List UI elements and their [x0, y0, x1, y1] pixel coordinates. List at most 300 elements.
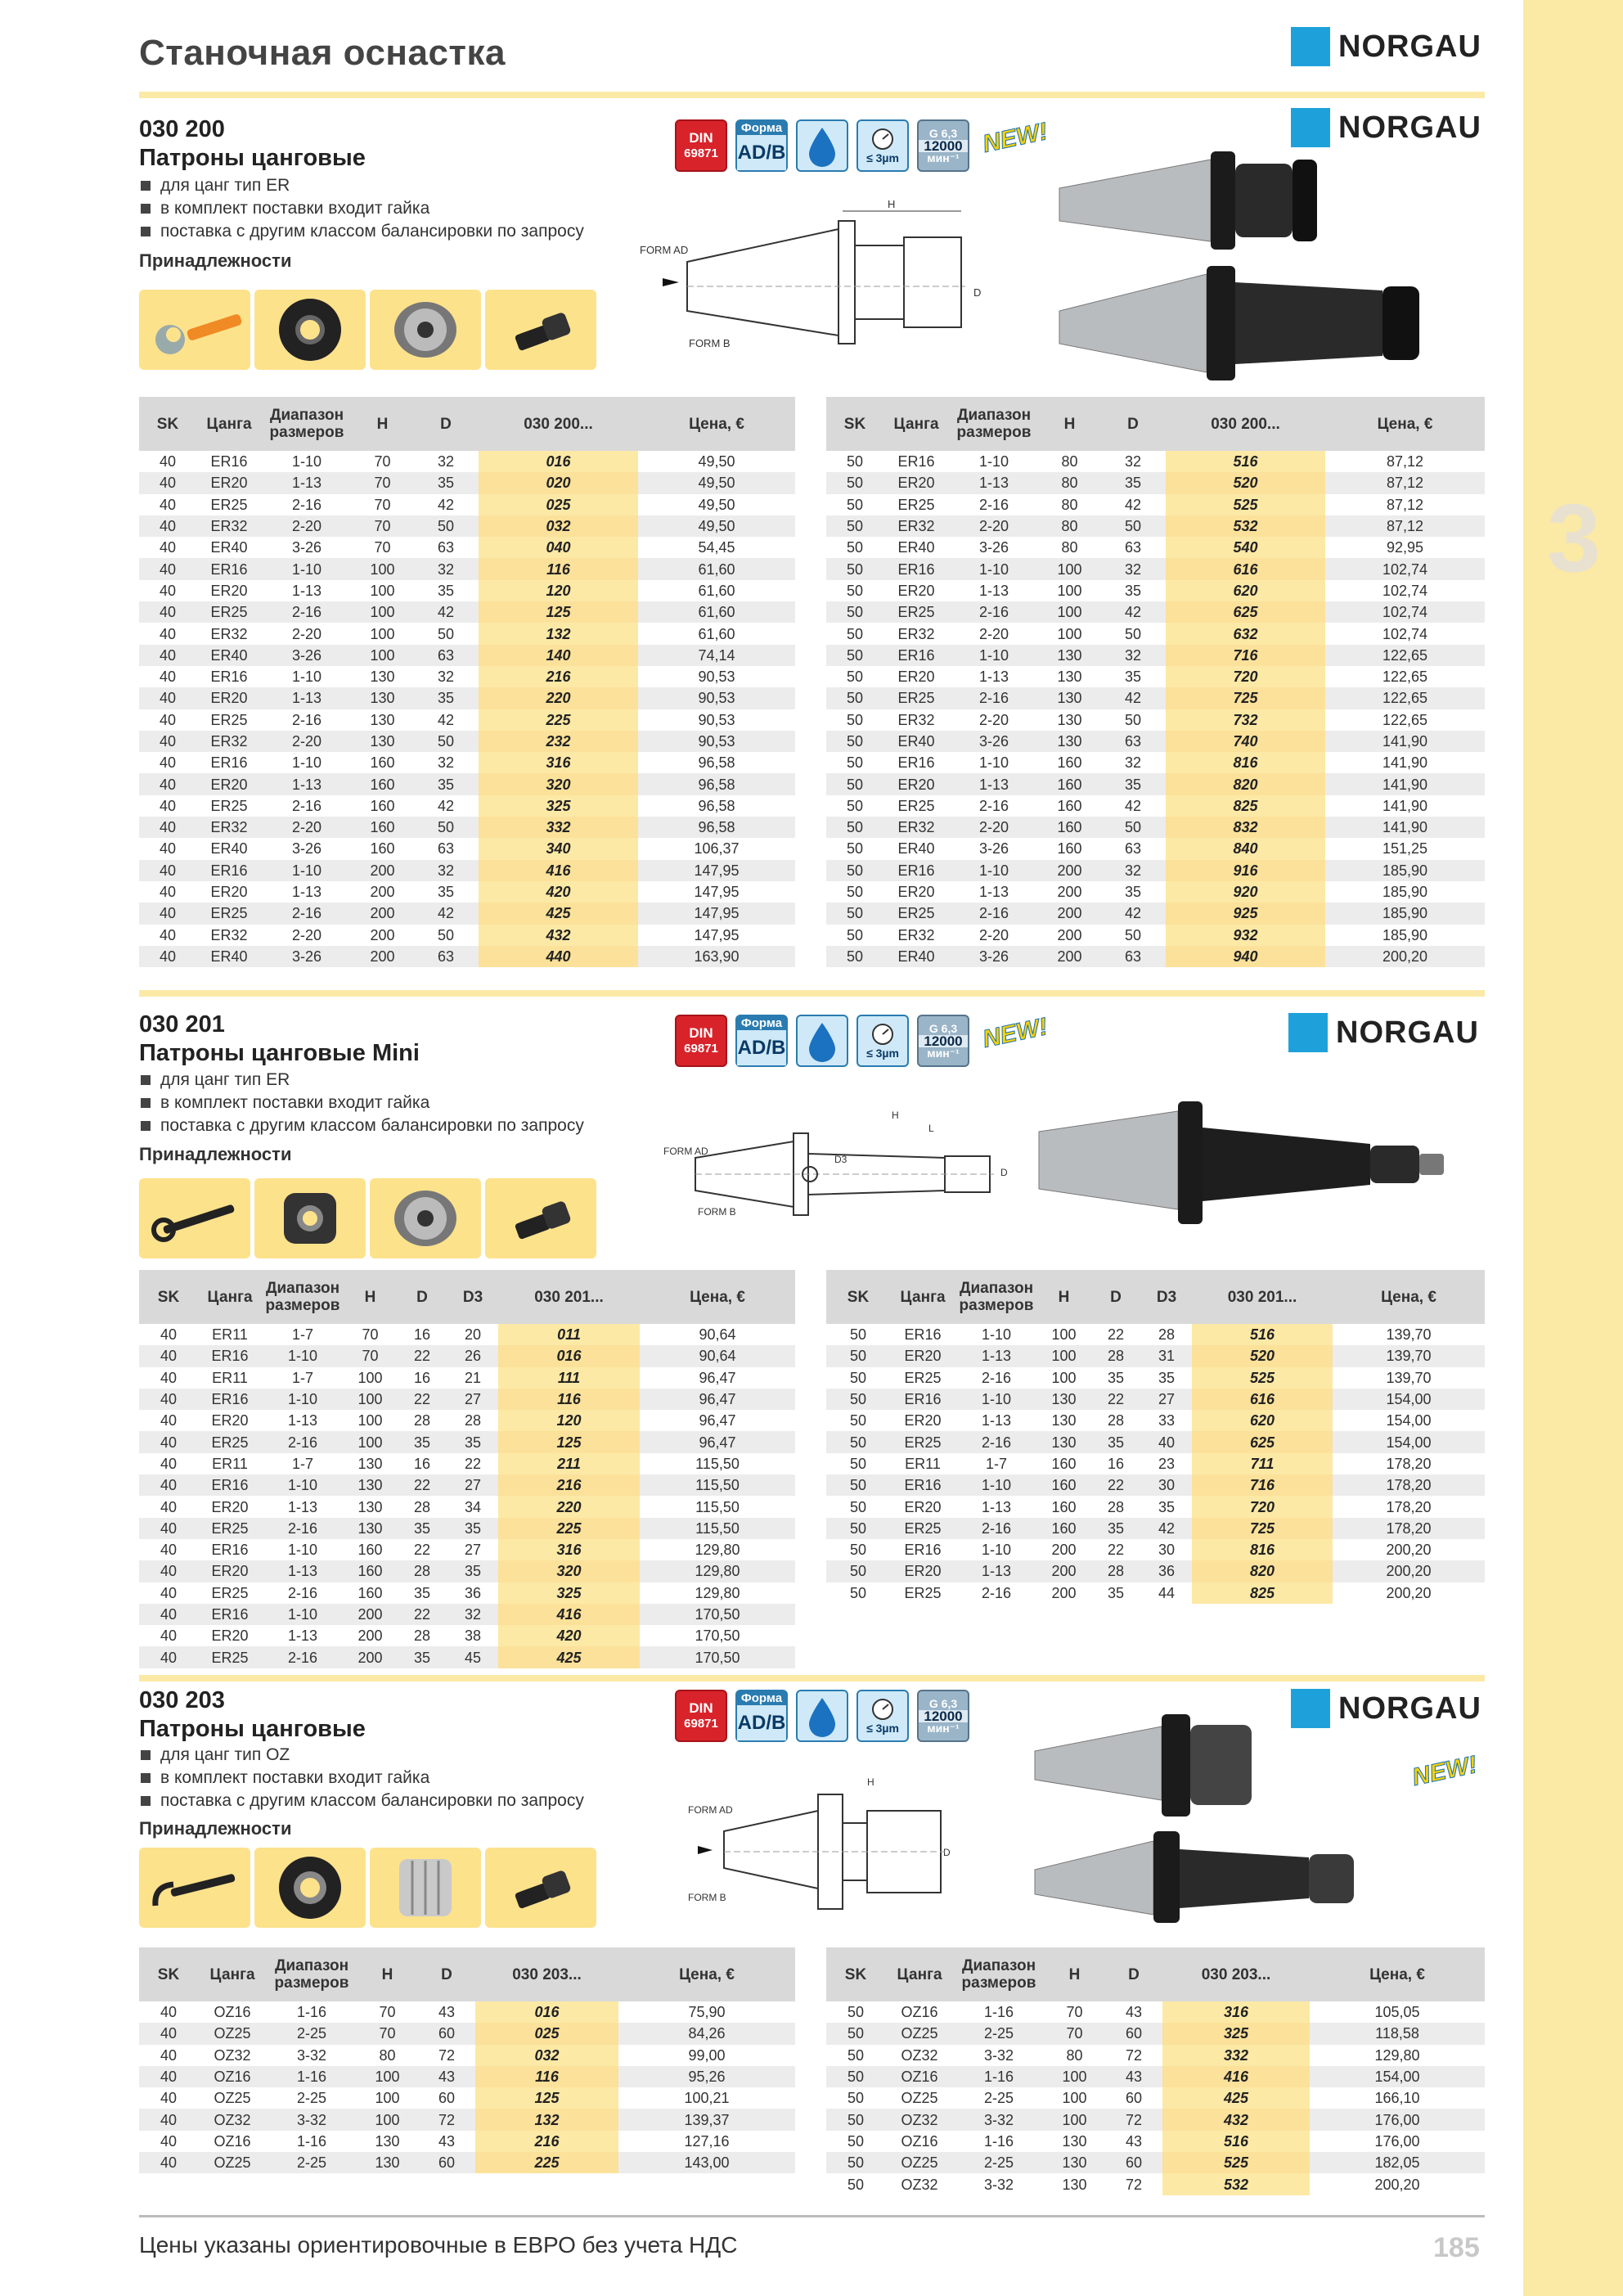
- table-cell: 200: [352, 860, 413, 881]
- table-row: [826, 2066, 1485, 2087]
- table-row: [139, 817, 795, 838]
- table-cell: 2-20: [978, 926, 1009, 943]
- table-row: [139, 537, 795, 558]
- table-cell: 160: [1037, 1474, 1090, 1496]
- table-cell: 22: [397, 1474, 447, 1496]
- table-cell: 1-13: [978, 582, 1009, 599]
- table-cell: 40: [159, 625, 177, 642]
- table-cell: ER16: [196, 860, 262, 881]
- table-cell: 3-26: [262, 645, 352, 666]
- price-cell: 139,70: [1386, 1326, 1432, 1344]
- table-cell: 43: [438, 2132, 456, 2150]
- table-row: [826, 451, 1485, 472]
- table-cell: 22: [1090, 1474, 1141, 1496]
- table-cell: 2-25: [954, 2152, 1044, 2173]
- table-cell: 1-10: [955, 1474, 1037, 1496]
- brand-name: NORGAU: [1338, 110, 1481, 145]
- price-cell: 139,70: [1386, 1369, 1432, 1386]
- table-cell: 3-26: [262, 946, 352, 967]
- table-cell: 63: [413, 645, 479, 666]
- article-code-cell: 840: [1166, 838, 1325, 859]
- table-cell: 38: [464, 1627, 482, 1645]
- section-title: Патроны цанговые: [139, 145, 366, 171]
- table-cell: 160: [1057, 754, 1082, 772]
- collet-icon: [384, 297, 466, 362]
- table-cell: ER16: [904, 1542, 942, 1559]
- bullet-square-icon: [141, 1121, 151, 1131]
- article-code-cell: 920: [1166, 881, 1325, 903]
- table-cell: 32: [437, 669, 455, 686]
- article-code-cell: 820: [1166, 773, 1325, 795]
- table-cell: 50: [846, 539, 864, 556]
- article-code-cell: 216: [479, 666, 638, 687]
- svg-text:L: L: [928, 1123, 934, 1134]
- table-cell: 40: [139, 1560, 198, 1582]
- table-header-row: SK Цанга Диапазон размеров H D 030 203... Цена, €: [139, 1947, 795, 2001]
- table-cell: 70: [374, 539, 391, 556]
- table-cell: 80: [1066, 2046, 1083, 2064]
- table-cell: 28: [413, 1498, 431, 1515]
- table-cell: 28: [1090, 1345, 1141, 1366]
- table-cell: ER16: [198, 1389, 262, 1410]
- table-cell: 3-32: [983, 2176, 1014, 2193]
- table-cell: OZ25: [198, 2152, 267, 2173]
- table-cell: 100: [375, 2090, 400, 2107]
- article-code-cell: 016: [479, 451, 638, 472]
- price-cell: 92,95: [1386, 539, 1424, 556]
- table-cell: 50: [846, 797, 864, 814]
- article-code-cell: 432: [479, 925, 638, 946]
- article-code-cell: 440: [479, 946, 638, 967]
- table-cell: 40: [139, 903, 196, 924]
- table-cell: 50: [1124, 926, 1142, 943]
- table-cell: 130: [1051, 1412, 1077, 1429]
- price-cell: 96,58: [698, 797, 735, 814]
- table-cell: 2-16: [949, 601, 1039, 623]
- table-cell: 40: [160, 1498, 178, 1515]
- table-cell: 1-13: [981, 1498, 1012, 1515]
- table-row: [826, 1410, 1485, 1431]
- article-code-cell: 825: [1192, 1582, 1333, 1604]
- article-code-cell: 716: [1192, 1474, 1333, 1496]
- table-cell: 42: [1124, 797, 1142, 814]
- table-cell: 1-13: [955, 1345, 1037, 1366]
- price-cell: 141,90: [1325, 773, 1485, 795]
- table-cell: 160: [1051, 1498, 1077, 1515]
- article-code-cell: 132: [475, 2109, 618, 2130]
- table-cell: 40: [139, 645, 196, 666]
- table-cell: 36: [464, 1584, 482, 1601]
- table-cell: 40: [159, 539, 177, 556]
- table-cell: ER20: [211, 1412, 249, 1429]
- table-cell: ER20: [210, 884, 248, 901]
- table-cell: 50: [849, 1369, 867, 1386]
- table-cell: 2-16: [262, 903, 352, 924]
- table-row: [139, 925, 795, 946]
- table-row: [139, 1539, 795, 1560]
- table-cell: 1-10: [981, 1542, 1012, 1559]
- table-cell: 60: [1125, 2090, 1143, 2107]
- table-cell: ER16: [196, 558, 262, 579]
- table-row: [139, 773, 795, 795]
- table-cell: 26: [447, 1345, 498, 1366]
- spec-badges: [675, 1690, 969, 1742]
- table-cell: 63: [437, 840, 455, 858]
- price-cell: 200,20: [1333, 1560, 1485, 1582]
- article-code-cell: 832: [1166, 817, 1325, 838]
- svg-text:FORM AD: FORM AD: [663, 1146, 708, 1157]
- table-cell: 40: [160, 2046, 178, 2064]
- table-cell: 100: [1044, 2109, 1105, 2130]
- table-cell: 200: [1039, 860, 1100, 881]
- price-cell: 122,65: [1382, 711, 1428, 728]
- table-cell: 1-16: [296, 2004, 327, 2021]
- price-cell: 141,90: [1382, 754, 1428, 772]
- bullet-square-icon: [141, 1075, 151, 1085]
- table-cell: 1-10: [262, 1345, 344, 1366]
- table-cell: 27: [464, 1542, 482, 1559]
- table-cell: 130: [1057, 669, 1082, 686]
- table-cell: 100: [1051, 1369, 1077, 1386]
- article-code-cell: 820: [1192, 1560, 1333, 1582]
- table-cell: 72: [418, 2109, 475, 2130]
- table-cell: 1-13: [978, 669, 1009, 686]
- table-cell: 80: [379, 2046, 396, 2064]
- table-cell: ER25: [904, 1369, 942, 1386]
- table-cell: 50: [849, 1542, 867, 1559]
- table-cell: 50: [826, 1345, 890, 1366]
- table-cell: 2-16: [981, 1369, 1012, 1386]
- price-cell: 102,74: [1325, 601, 1485, 623]
- table-cell: 35: [437, 884, 455, 901]
- table-cell: 32: [413, 558, 479, 579]
- article-code-cell: 740: [1166, 731, 1325, 752]
- table-cell: ER20: [897, 884, 935, 901]
- table-row: [826, 494, 1485, 515]
- article-code-cell: 625: [1192, 1431, 1333, 1452]
- feature-item: поставка с другим классом балансировки по запросу: [141, 1790, 584, 1812]
- article-code-cell: 625: [1166, 601, 1325, 623]
- section-title: Патроны цанговые Mini: [139, 1040, 420, 1066]
- table-row: [139, 752, 795, 773]
- bullet-square-icon: [141, 1796, 151, 1806]
- article-code-cell: 016: [475, 2001, 618, 2023]
- table-row: [139, 451, 795, 472]
- price-cell: 147,95: [638, 903, 795, 924]
- table-cell: 2-16: [262, 1646, 344, 1668]
- table-row: [139, 601, 795, 623]
- table-cell: 40: [139, 731, 196, 752]
- table-cell: 130: [357, 2152, 418, 2173]
- price-cell: 105,05: [1374, 2004, 1420, 2021]
- table-cell: ER25: [883, 903, 949, 924]
- table-row: [139, 2023, 795, 2044]
- table-cell: 40: [159, 797, 177, 814]
- article-code-cell: 325: [498, 1582, 640, 1604]
- table-cell: 1-13: [287, 1498, 318, 1515]
- svg-text:FORM AD: FORM AD: [688, 1804, 733, 1816]
- table-cell: 50: [846, 711, 864, 728]
- table-cell: 1-10: [981, 1326, 1012, 1344]
- table-cell: 50: [413, 515, 479, 537]
- price-cell: 115,50: [695, 1498, 740, 1515]
- bullet-square-icon: [141, 227, 151, 236]
- article-code-cell: 316: [479, 752, 638, 773]
- price-cell: 96,47: [699, 1369, 736, 1386]
- table-cell: 130: [1044, 2152, 1105, 2173]
- table-cell: 40: [160, 1584, 178, 1601]
- table-cell: 32: [447, 1604, 498, 1625]
- price-cell: 200,20: [1374, 2176, 1420, 2193]
- table-cell: 70: [374, 453, 391, 470]
- price-cell: 147,95: [694, 926, 740, 943]
- price-table-sk50: [826, 397, 1485, 967]
- table-cell: 50: [849, 1498, 867, 1515]
- table-cell: 50: [826, 2023, 885, 2044]
- table-cell: 32: [1100, 645, 1166, 666]
- price-cell: 115,50: [695, 1455, 740, 1472]
- brand-square-icon: [1291, 108, 1330, 147]
- table-cell: 50: [826, 472, 883, 493]
- accessories-row: [139, 1178, 596, 1258]
- table-cell: 130: [370, 669, 395, 686]
- table-cell: 42: [1100, 687, 1166, 709]
- table-cell: 32: [1100, 860, 1166, 881]
- table-cell: 22: [1107, 1326, 1125, 1344]
- accessory-wrench: [139, 290, 250, 370]
- table-cell: 16: [413, 1455, 431, 1472]
- table-cell: 1-10: [262, 558, 352, 579]
- section-code: 030 200: [139, 116, 225, 142]
- page-number: 185: [1433, 2232, 1480, 2263]
- table-cell: 35: [1158, 1369, 1176, 1386]
- price-cell: 127,16: [684, 2132, 730, 2150]
- table-cell: 50: [1124, 711, 1142, 728]
- table-cell: 70: [374, 496, 391, 513]
- new-badge: NEW!: [980, 118, 1050, 158]
- table-cell: ER25: [890, 1518, 955, 1539]
- table-row: [139, 1431, 795, 1452]
- price-cell: 129,80: [1374, 2046, 1420, 2064]
- article-code-cell: 916: [1166, 860, 1325, 881]
- article-code-cell: 040: [479, 537, 638, 558]
- table-row: [139, 1646, 795, 1668]
- table-cell: 50: [413, 731, 479, 752]
- price-cell: 151,25: [1382, 840, 1428, 858]
- table-cell: 200: [344, 1646, 397, 1668]
- article-code-cell: 120: [498, 1410, 640, 1431]
- table-cell: 50: [846, 884, 864, 901]
- table-cell: 100: [344, 1389, 397, 1410]
- table-row: [139, 2087, 795, 2109]
- table-cell: 1-13: [291, 884, 322, 901]
- table-cell: 43: [1125, 2004, 1143, 2021]
- table-cell: 72: [438, 2046, 456, 2064]
- table-cell: 40: [159, 926, 177, 943]
- table-cell: 50: [826, 1560, 890, 1582]
- price-cell: 185,90: [1325, 903, 1485, 924]
- table-cell: 72: [1125, 2176, 1143, 2193]
- collet-icon: [384, 1853, 466, 1923]
- table-cell: 50: [826, 860, 883, 881]
- accessory-collet: [370, 290, 481, 370]
- accessory-hook-wrench: [139, 1848, 250, 1928]
- table-cell: ER20: [196, 472, 262, 493]
- price-cell: 147,95: [694, 884, 740, 901]
- table-cell: 35: [1124, 669, 1142, 686]
- table-cell: 35: [1090, 1431, 1141, 1452]
- article-code-cell: 011: [498, 1324, 640, 1345]
- table-cell: 35: [413, 687, 479, 709]
- table-cell: ER16: [883, 860, 949, 881]
- table-cell: OZ25: [885, 2023, 954, 2044]
- table-cell: 40: [1141, 1431, 1192, 1452]
- table-cell: 50: [846, 582, 864, 599]
- table-cell: 1-10: [291, 754, 322, 772]
- brand-name: NORGAU: [1336, 1015, 1479, 1050]
- table-cell: 40: [139, 1518, 198, 1539]
- table-cell: 2-25: [954, 2023, 1044, 2044]
- price-cell: 74,14: [638, 645, 795, 666]
- table-cell: 35: [447, 1518, 498, 1539]
- table-cell: 35: [1107, 1369, 1125, 1386]
- table-cell: 28: [1107, 1498, 1125, 1515]
- footer-note: Цены указаны ориентировочные в ЕВРО без учета НДС: [139, 2232, 738, 2258]
- price-cell: 61,60: [698, 582, 735, 599]
- accessories-label: Принадлежности: [139, 1144, 292, 1164]
- table-cell: 130: [1037, 1431, 1090, 1452]
- table-cell: 2-16: [291, 797, 322, 814]
- table-header-row: SK Цанга Диапазон размеров H D 030 200... Цена, €: [139, 397, 795, 451]
- table-cell: 35: [397, 1518, 447, 1539]
- table-cell: 16: [413, 1326, 431, 1344]
- table-cell: 23: [1158, 1455, 1176, 1472]
- table-cell: OZ32: [214, 2046, 251, 2064]
- feature-item: в комплект поставки входит гайка: [141, 1092, 584, 1114]
- table-cell: 130: [352, 731, 413, 752]
- table-cell: ER40: [196, 645, 262, 666]
- spec-badges: [675, 1015, 1048, 1067]
- table-row: [139, 2131, 795, 2152]
- table-row: [826, 1367, 1485, 1389]
- table-cell: 42: [413, 601, 479, 623]
- table-cell: 45: [447, 1646, 498, 1668]
- table-cell: 2-25: [267, 2152, 357, 2173]
- svg-text:H: H: [888, 198, 896, 210]
- table-cell: 63: [1124, 539, 1142, 556]
- table-cell: 3-26: [978, 539, 1009, 556]
- table-cell: 40: [160, 2004, 178, 2021]
- table-row: [826, 580, 1485, 601]
- table-cell: 22: [397, 1604, 447, 1625]
- table-cell: 100: [1051, 1326, 1077, 1344]
- table-row: [139, 946, 795, 967]
- table-cell: 40: [139, 558, 196, 579]
- table-cell: 2-16: [955, 1431, 1037, 1452]
- table-cell: 130: [1039, 731, 1100, 752]
- price-cell: 176,00: [1374, 2132, 1420, 2150]
- new-badge: NEW!: [1409, 1751, 1480, 1791]
- table-cell: 40: [139, 860, 196, 881]
- table-cell: ER16: [897, 453, 935, 470]
- table-cell: 40: [160, 2090, 178, 2107]
- brand-logo: [1291, 108, 1481, 147]
- table-row: [826, 903, 1485, 924]
- article-code-cell: 220: [498, 1496, 640, 1517]
- table-cell: 40: [139, 1604, 198, 1625]
- table-cell: ER32: [196, 817, 262, 838]
- table-row: [139, 645, 795, 666]
- table-cell: 35: [1158, 1498, 1176, 1515]
- table-cell: 100: [1044, 2066, 1105, 2087]
- table-row: [139, 1453, 795, 1474]
- table-cell: 50: [846, 453, 864, 470]
- table-cell: 60: [1105, 2023, 1162, 2044]
- table-cell: ER11: [212, 1326, 248, 1344]
- table-cell: 1-10: [291, 453, 322, 470]
- table-cell: 2-16: [287, 1584, 318, 1601]
- table-row: [826, 687, 1485, 709]
- accessory-nut: [254, 1848, 366, 1928]
- table-cell: 70: [352, 515, 413, 537]
- table-cell: 50: [437, 625, 455, 642]
- article-code-cell: 616: [1192, 1389, 1333, 1410]
- price-cell: 143,00: [618, 2152, 795, 2173]
- table-cell: 70: [362, 1326, 379, 1344]
- table-cell: 43: [418, 2066, 475, 2087]
- table-cell: 40: [139, 1345, 198, 1366]
- table-cell: 3-32: [296, 2046, 327, 2064]
- table-cell: 1-10: [262, 860, 352, 881]
- nut-icon: [269, 1853, 351, 1923]
- table-cell: OZ25: [198, 2023, 267, 2044]
- collet-icon: [384, 1186, 466, 1251]
- table-cell: OZ16: [214, 2004, 251, 2021]
- article-code-cell: 425: [1162, 2087, 1310, 2109]
- table-cell: 100: [352, 601, 413, 623]
- table-cell: 130: [1039, 687, 1100, 709]
- table-row: [826, 1431, 1485, 1452]
- table-cell: 40: [159, 496, 177, 513]
- table-cell: 40: [160, 2132, 178, 2150]
- table-cell: 100: [1057, 582, 1082, 599]
- table-cell: 50: [846, 625, 864, 642]
- article-code-cell: 532: [1166, 515, 1325, 537]
- article-code-cell: 616: [1166, 558, 1325, 579]
- price-cell: 129,80: [695, 1584, 740, 1601]
- accessories-label: Принадлежности: [139, 1818, 292, 1839]
- table-cell: 2-25: [296, 2090, 327, 2107]
- brand-square-icon: [1291, 27, 1330, 66]
- feature-item: для цанг тип ER: [141, 174, 584, 197]
- article-code-cell: 140: [479, 645, 638, 666]
- table-cell: 32: [1124, 453, 1142, 470]
- article-code-cell: 116: [479, 558, 638, 579]
- price-cell: 154,00: [1386, 1412, 1432, 1429]
- table-cell: 60: [418, 2023, 475, 2044]
- table-cell: 2-16: [291, 711, 322, 728]
- article-code-cell: 432: [1162, 2109, 1310, 2130]
- article-code-cell: 325: [479, 795, 638, 817]
- price-cell: 170,50: [640, 1646, 795, 1668]
- table-cell: 50: [826, 903, 883, 924]
- table-row: [139, 860, 795, 881]
- table-cell: 100: [370, 625, 395, 642]
- section-divider: [139, 1675, 1485, 1681]
- accessory-pull-stud: [485, 1178, 596, 1258]
- price-cell: 102,74: [1382, 625, 1428, 642]
- din-badge: DIN 69871: [675, 1015, 727, 1067]
